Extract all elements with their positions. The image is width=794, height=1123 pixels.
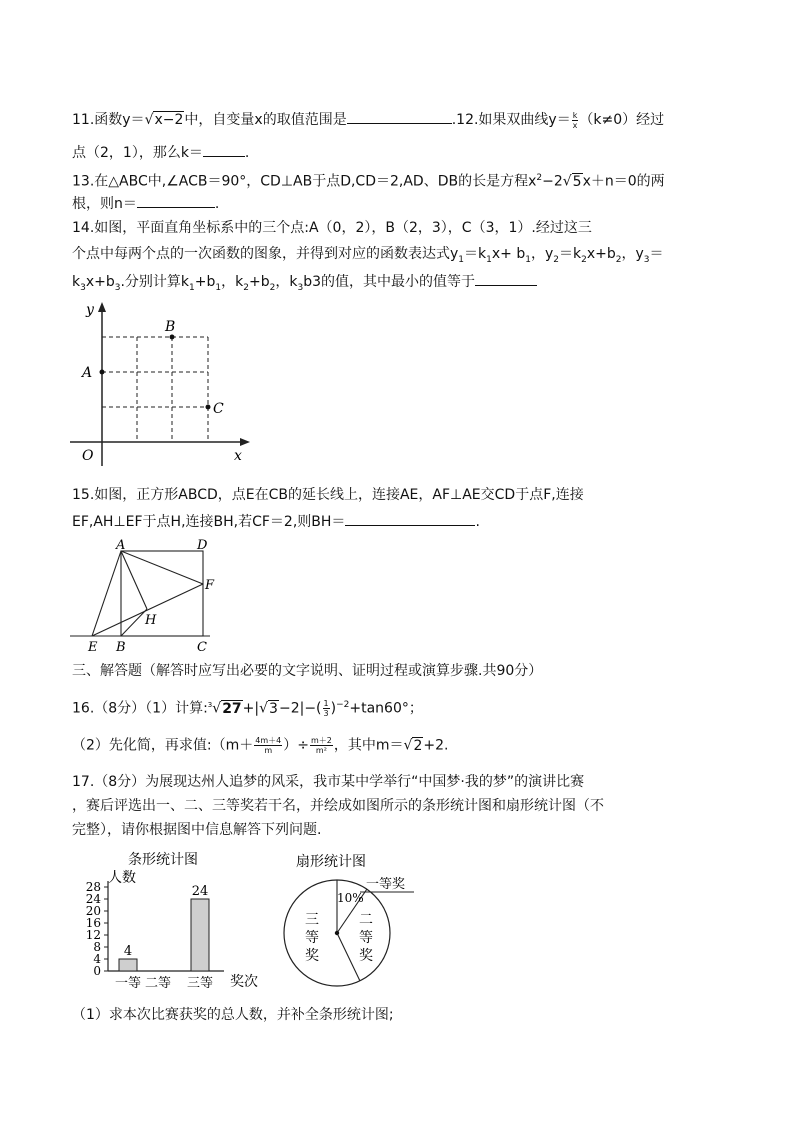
q13-line1 bbox=[72, 169, 665, 191]
frac-num: m＋2 bbox=[310, 736, 332, 745]
label-h: H bbox=[145, 613, 157, 628]
pie-center bbox=[335, 931, 339, 935]
q14-line3 bbox=[72, 272, 537, 297]
bar-y-tick-label: 20 bbox=[85, 904, 101, 918]
q14-t: .分别计算k bbox=[120, 274, 190, 290]
q16-abs-radicand: 3 bbox=[269, 700, 278, 717]
q14-sub: 3 bbox=[114, 282, 121, 293]
q12-line2-suffix: . bbox=[244, 145, 250, 161]
label-a: A bbox=[82, 365, 93, 381]
point-b bbox=[170, 335, 175, 340]
bar-y-tick-label: 12 bbox=[85, 928, 101, 942]
q14-sub: 1 bbox=[215, 282, 222, 293]
segment-bh bbox=[121, 609, 147, 636]
q14-t: ＝k bbox=[559, 246, 582, 262]
sqrt-sign: √ bbox=[562, 173, 572, 190]
sqrt-sign: √ bbox=[403, 737, 413, 754]
q16-t: +2. bbox=[423, 737, 449, 754]
q12-answer-blank[interactable] bbox=[203, 143, 245, 157]
q16-line1 bbox=[72, 696, 423, 718]
q16-t: ）÷ bbox=[283, 737, 309, 754]
pie-radius-bottom bbox=[337, 933, 360, 981]
frac-den: m² bbox=[315, 746, 327, 755]
q16-t: +tan60°； bbox=[349, 700, 423, 717]
q14-sub: 1 bbox=[486, 254, 492, 265]
label-c: C bbox=[213, 401, 224, 417]
bar-chart bbox=[72, 848, 272, 993]
q17-line1: 17.（8分）为展现达州人追梦的风采，我市某中学举行“中国梦·我的梦”的演讲比赛 bbox=[72, 774, 585, 790]
frac-den: 3 bbox=[323, 709, 329, 719]
q14-t: k bbox=[72, 274, 81, 290]
frac-den: m bbox=[264, 746, 273, 755]
q17-sub1: （1）求本次比赛获奖的总人数，并补全条形统计图; bbox=[72, 1007, 394, 1023]
q14-t: ，k bbox=[275, 274, 298, 290]
q14-sub: 3 bbox=[80, 282, 86, 293]
q14-line2 bbox=[72, 245, 664, 269]
pie-label-third: 三 bbox=[305, 912, 319, 928]
grid-lines bbox=[102, 337, 208, 442]
q14-t: +b bbox=[194, 274, 216, 290]
q14-answer-blank[interactable] bbox=[475, 272, 537, 286]
bar bbox=[119, 959, 137, 971]
q15-answer-blank[interactable] bbox=[345, 512, 475, 526]
q15-line1: 15.如图，正方形ABCD，点E在CB的延长线上，连接AE，AF⊥AE交CD于点F,连接 bbox=[72, 487, 584, 503]
q14-line1: 14.如图，平面直角坐标系中的三个点:A（0，2），B（2，3），C（3，1）.经过这三 bbox=[72, 220, 592, 236]
q16-fraction-2 bbox=[254, 736, 282, 755]
q16-cube-index: 3 bbox=[207, 701, 213, 709]
q17-line2: ，赛后评选出一、二、三等奖若干名，并绘成如图所示的条形统计图和扇形统计图（不 bbox=[72, 798, 604, 814]
q11-answer-blank[interactable] bbox=[347, 110, 452, 124]
q12-prefix: .12.如果双曲线y＝ bbox=[451, 112, 571, 128]
label-f: F bbox=[205, 578, 215, 593]
q14-t: ，y bbox=[621, 246, 644, 262]
q15-square-figure bbox=[70, 538, 220, 656]
sqrt-sign: √ bbox=[212, 700, 222, 717]
label-c: C bbox=[197, 640, 207, 655]
point-a bbox=[100, 370, 105, 375]
q13-square: 2 bbox=[536, 173, 543, 183]
q13-text-b: −2 bbox=[542, 173, 563, 190]
pie-label-first: 一等奖 bbox=[366, 877, 406, 892]
q14-sub: 3 bbox=[297, 282, 304, 293]
q12-line2 bbox=[72, 143, 249, 162]
y-label: y bbox=[86, 302, 94, 318]
pie-chart bbox=[282, 852, 432, 992]
q16-fraction-3 bbox=[310, 736, 333, 755]
q14-t: ＝k bbox=[464, 246, 487, 262]
q13-text-c: x＋n＝0的两 bbox=[582, 173, 665, 190]
bar-y-tick-label: 0 bbox=[93, 964, 101, 978]
q12-suffix: （k≠0）经过 bbox=[579, 112, 665, 128]
bar-chart-xlabel: 奖次 bbox=[230, 974, 258, 990]
q14-sub: 1 bbox=[525, 254, 531, 265]
q16-exponent: −2 bbox=[336, 700, 350, 710]
q11-radicand: x−2 bbox=[154, 112, 184, 128]
q17-line3: 完整），请你根据图中信息解答下列问题. bbox=[72, 822, 322, 838]
bar-data-label: 24 bbox=[191, 884, 209, 899]
q14-sub: 3 bbox=[643, 254, 650, 265]
q11-prefix: 11.函数 bbox=[72, 112, 123, 128]
q16-t: （2）先化简，再求值:（m＋ bbox=[72, 737, 254, 754]
q12-line2-prefix: 点（2，1），那么k＝ bbox=[72, 145, 203, 161]
q12-frac-num: k bbox=[572, 110, 578, 120]
q15-line2-prefix: EF,AH⊥EF于点H,连接BH,若CF＝2,则BH＝ bbox=[72, 514, 346, 530]
q14-t: x+ b bbox=[491, 246, 526, 262]
q13-radicand: 5 bbox=[572, 173, 582, 190]
q14-t: x+b bbox=[85, 274, 115, 290]
q14-t: ，y bbox=[530, 246, 554, 262]
bar-x-tick-label: 一等 bbox=[114, 976, 142, 991]
q15-line2 bbox=[72, 512, 480, 531]
origin-label: O bbox=[82, 448, 94, 464]
q16-m-radicand: 2 bbox=[413, 737, 423, 754]
bar-y-tick-label: 24 bbox=[85, 892, 101, 906]
label-a: A bbox=[116, 538, 126, 553]
x-label: x bbox=[234, 448, 242, 464]
q14-sub: 2 bbox=[269, 282, 276, 293]
q16-cube-radicand: 27 bbox=[222, 700, 242, 717]
y-axis-arrow bbox=[98, 302, 106, 312]
q14-t: b3的值，其中最小的值等于 bbox=[303, 274, 475, 290]
bar bbox=[191, 899, 209, 971]
pie-label-second: 奖 bbox=[359, 948, 373, 964]
label-b: B bbox=[165, 319, 176, 335]
point-c bbox=[206, 405, 211, 410]
pie-label-third: 等 bbox=[305, 930, 319, 946]
q14-sub: 1 bbox=[189, 282, 195, 293]
q14-t: +b bbox=[248, 274, 270, 290]
q13-line2-suffix: . bbox=[214, 196, 220, 212]
q14-sub: 2 bbox=[243, 282, 249, 293]
sqrt-sign: √ bbox=[259, 700, 269, 717]
q14-t: x+b bbox=[586, 246, 616, 262]
frac-num: 1 bbox=[323, 699, 329, 709]
q13-line2-prefix: 根，则n＝ bbox=[72, 196, 137, 212]
q13-answer-blank[interactable] bbox=[137, 194, 215, 208]
label-b: B bbox=[116, 640, 126, 655]
q12-frac-den: x bbox=[572, 120, 578, 130]
q14-sub: 1 bbox=[458, 254, 465, 265]
bar-y-tick-label: 8 bbox=[93, 940, 101, 954]
q16-t: ) bbox=[330, 700, 337, 717]
frac-num: 4m＋4 bbox=[255, 736, 282, 745]
pie-label-third: 奖 bbox=[305, 948, 319, 964]
q11-line1 bbox=[72, 110, 664, 130]
bar-chart-title: 条形统计图 bbox=[128, 852, 198, 868]
sqrt-sign: √ bbox=[144, 112, 154, 128]
q16-t: +| bbox=[242, 700, 260, 717]
q16-t: 16.（8分）（1）计算: bbox=[72, 700, 208, 717]
pie-chart-title: 扇形统计图 bbox=[296, 854, 366, 870]
q14-t: ，k bbox=[221, 274, 244, 290]
q14-t: 个点中每两个点的一次函数的图象，并得到对应的函数表达式y bbox=[72, 246, 459, 262]
bar-y-tick-label: 28 bbox=[85, 880, 101, 894]
pie-label-second: 二 bbox=[359, 912, 373, 928]
q16-line2 bbox=[72, 736, 448, 755]
pie-label-second: 等 bbox=[359, 930, 373, 946]
q14-t: ＝ bbox=[649, 246, 664, 262]
bar-y-tick-label: 16 bbox=[85, 916, 101, 930]
bar-x-tick-label: 二等 bbox=[144, 976, 172, 991]
q16-t: −2|−( bbox=[278, 700, 322, 717]
bar-chart-ylabel: 人数 bbox=[108, 870, 136, 886]
q11-middle: 中，自变量x的取值范围是 bbox=[184, 112, 347, 128]
segment-ae bbox=[92, 551, 121, 636]
q13-line2 bbox=[72, 194, 219, 213]
q15-line2-suffix: . bbox=[475, 514, 480, 530]
q13-text-a: 13.在△ABC中,∠ACB＝90°，CD⊥AB于点D,CD＝2,AD、DB的长是方程x bbox=[72, 173, 537, 190]
q14-sub: 2 bbox=[553, 254, 559, 265]
bar-x-tick-label: 三等 bbox=[186, 976, 214, 991]
q16-t: ，其中m＝ bbox=[333, 737, 404, 754]
bar-y-tick-label: 4 bbox=[93, 952, 101, 966]
segment-ef bbox=[92, 584, 203, 636]
q11-y-eq: y＝ bbox=[122, 112, 145, 128]
q14-sub: 2 bbox=[581, 254, 587, 265]
q12-fraction bbox=[572, 111, 579, 130]
q14-coordinate-figure bbox=[66, 296, 256, 466]
label-e: E bbox=[88, 640, 98, 655]
q16-fraction bbox=[323, 699, 330, 718]
bar-data-label: 4 bbox=[123, 944, 133, 959]
pie-value-first: 10% bbox=[337, 891, 364, 905]
x-axis-arrow bbox=[240, 438, 250, 446]
q14-sub: 2 bbox=[615, 254, 622, 265]
section-3-heading: 三、解答题（解答时应写出必要的文字说明、证明过程或演算步骤.共90分） bbox=[72, 663, 543, 679]
label-d: D bbox=[197, 538, 208, 553]
